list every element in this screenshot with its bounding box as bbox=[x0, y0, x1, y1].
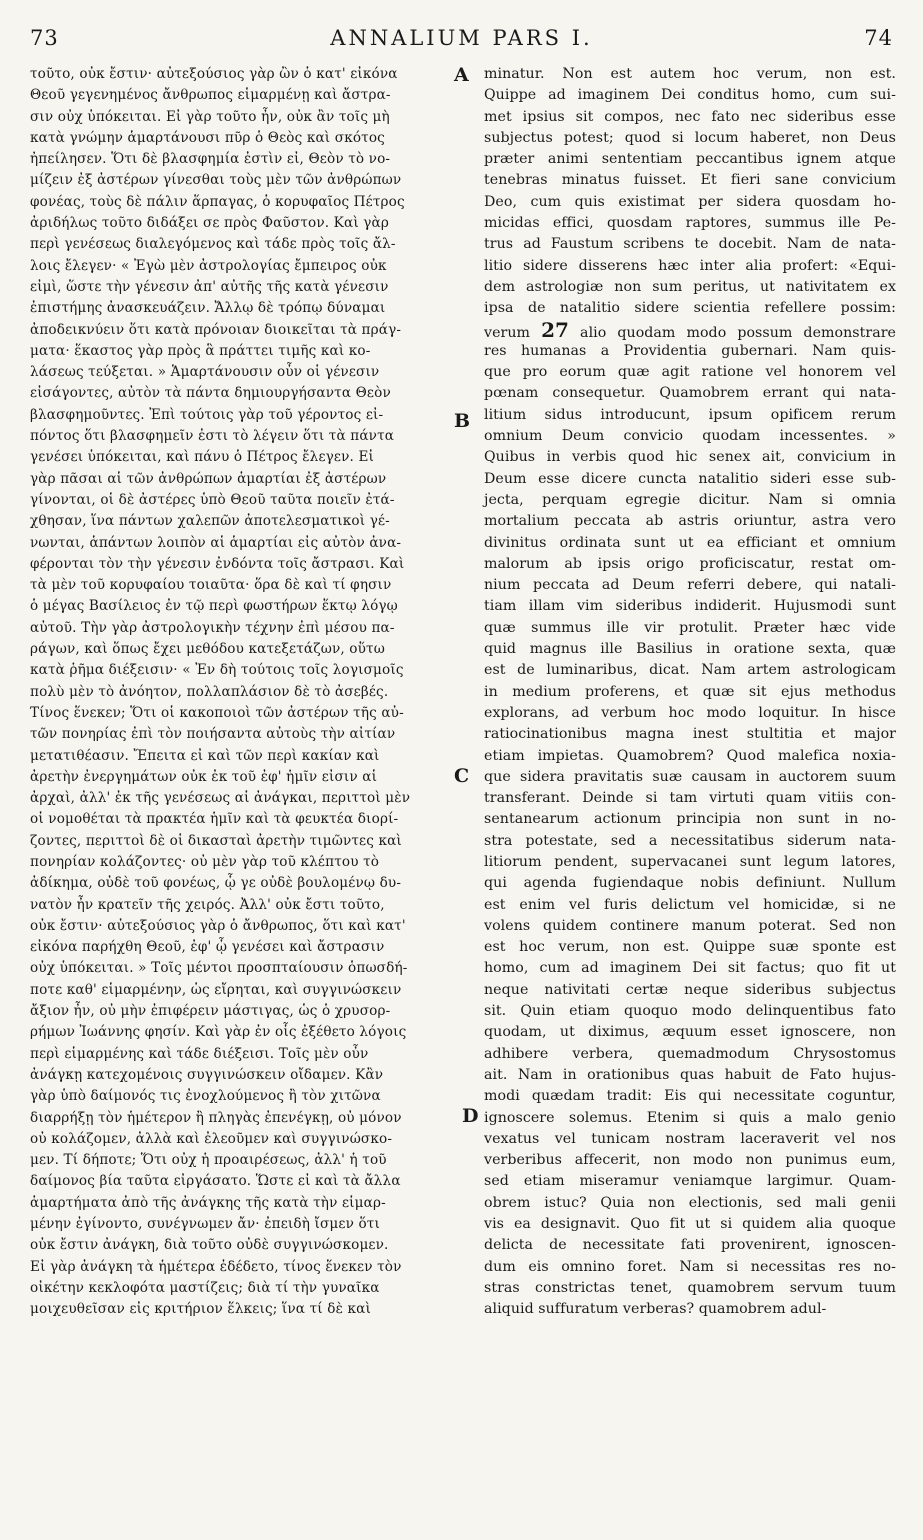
text-line: ait. Nam in orationibus quas habuit de Fato hujus- bbox=[484, 1066, 896, 1083]
text-line: Εἰ γὰρ ἀνάγκη τὰ ἡμέτερα ἐδέδετο, τίνος ἕνεκεν τὸν bbox=[30, 1258, 402, 1275]
text-line: οἱ νομοθέται τὰ πρακτέα ἡμῖν καὶ τὰ φευκτέα διορί- bbox=[30, 811, 399, 828]
text-line: divinitus ordinata sunt ut ea efficiant et omnium bbox=[484, 534, 896, 551]
text-line: νωνται, ἁπάντων λοιπὸν αἱ ἁμαρτίαι εἰς αὐτὸν ἀνα- bbox=[30, 534, 402, 551]
text-line: ἐπιστήμης ἀνασκευάζειν. Ἄλλῳ δὲ τρόπῳ δύναμαι bbox=[30, 300, 386, 317]
text-line: χθησαν, ἵνα πάντων χαλεπῶν ἀποτελεσματικοὶ γέ- bbox=[30, 513, 390, 530]
text-line: διαρρήξῃ τὸν ἡμέτερον ἢ πληγὰς ἐπενέγκῃ, οὐ μόνον bbox=[30, 1109, 402, 1126]
text-line: τοῦτο, οὐκ ἔστιν· αὐτεξούσιος γὰρ ὢν ὁ κατ' εἰκόνα bbox=[30, 66, 398, 82]
text-line: γίνονται, οἱ δὲ ἀστέρες ὑπὸ Θεοῦ ταῦτα ποιεῖν ἐτά- bbox=[30, 491, 395, 508]
text-line: ἀρετὴν ἐνεργημάτων οὐκ ἐκ τοῦ ἐφ' ἡμῖν εἰσιν αἱ bbox=[30, 768, 378, 785]
text-line: modi quædam tradit: Eis qui necessitate coguntur, bbox=[484, 1088, 896, 1105]
text-line: quæ summus ille vir protulit. Præter hæc vide bbox=[484, 619, 896, 636]
text-line: πολὺ μὲν τὸ ἀνόητον, πολλαπλάσιον δὲ τὸ ἀσεβές. bbox=[30, 683, 389, 700]
left-page-number: 73 bbox=[30, 26, 59, 50]
text-line: verberibus affecerit, non modo non punimus eum, bbox=[484, 1152, 896, 1169]
text-line: περὶ γενέσεως διαλεγόμενος καὶ τάδε πρὸς τοῖς ἄλ- bbox=[30, 236, 396, 253]
text-line: φονέας, τοὺς δὲ πάλιν ἅρπαγας, ὁ κορυφαῖος Πέτρος bbox=[30, 193, 405, 210]
text-line: κατὰ γνώμην ἁμαρτάνουσι πῦρ ὁ Θεὸς καὶ σκότος bbox=[30, 129, 385, 146]
text-line: pœnam consequetur. Quamobrem errant qui nata- bbox=[484, 385, 896, 402]
text-line: οὐκ ἔστιν· αὐτεξούσιος γὰρ ὁ ἄνθρωπος, ὅτι καὶ κατ' bbox=[30, 917, 406, 934]
text-line: malorum ab ipsis origo proficiscatur, restat om- bbox=[484, 555, 896, 572]
text-line: γενέσει ὑπόκειται, καὶ πάνυ ὁ Πέτρος ἔλεγεν. Εἰ bbox=[30, 449, 375, 466]
text-line: ἀρχαὶ, ἀλλ' ἐκ τῆς γενέσεως αἱ ἀνάγκαι, περιττοὶ μὲν bbox=[30, 790, 411, 807]
text-line: trus ad Faustum scribens te docebit. Nam de nata- bbox=[484, 236, 896, 253]
text-line: mortalium peccata ab astris oriuntur, astra vero bbox=[484, 513, 896, 530]
text-line: εἰμὶ, ὥστε τὴν γένεσιν ἀπ' αὐτῆς τῆς κατὰ γένεσιν bbox=[30, 278, 389, 295]
text-line: εἰκόνα παρήχθη Θεοῦ, ἐφ' ᾧ γενέσει καὶ ἄστρασιν bbox=[30, 939, 385, 956]
text-line: que pro eorum quæ agit ratione vel honorem vel bbox=[484, 364, 896, 381]
text-line: ὁ μέγας Βασίλειος ἐν τῷ περὶ φωστήρων ἕκτῳ λόγῳ bbox=[30, 598, 398, 615]
text-line: met ipsius sit compos, nec fato nec sideribus esse bbox=[484, 108, 896, 125]
text-line: οὐ κολάζομεν, ἀλλὰ καὶ ἐλεοῦμεν καὶ συγγινώσκο- bbox=[30, 1130, 393, 1147]
text-line: dem astrologiæ non sum peritus, ut nativitatem ex bbox=[484, 278, 896, 295]
text-line: Quibus in verbis quod hic senex ait, convicium in bbox=[484, 449, 896, 466]
text-line: Deum esse dicere cuncta natalitio sideri esse sub- bbox=[484, 470, 896, 487]
text-line: quodam, ut diximus, æquum esset ignoscere, non bbox=[484, 1024, 896, 1041]
text-line: οἰκέτην κεκλοφότα μαστίζεις; διὰ τί τὴν γυναῖκα bbox=[30, 1279, 380, 1296]
greek-text-column bbox=[30, 64, 471, 1321]
text-line: ἀδίκημα, οὐδὲ τοῦ φονέως, ᾧ γε οὐδὲ βουλομένῳ δυ- bbox=[30, 875, 402, 892]
text-line: litiorum pendent, supervacanei sunt legum latores, bbox=[484, 853, 896, 870]
text-line: qui agenda fugiendaque nobis definiunt. Nullum bbox=[484, 875, 896, 892]
text-line: ἀνάγκῃ κατεχομένοις συγγινώσκειν οἴδαμεν. Κἂν bbox=[30, 1066, 384, 1083]
text-line: tenebras minatus fuisset. Et fieri sane convicium bbox=[484, 172, 896, 189]
text-line: αὐτοῦ. Τὴν γὰρ ἀστρολογικὴν τέχνην ἐπὶ μέσου πα- bbox=[30, 619, 395, 636]
running-header bbox=[30, 26, 893, 60]
text-line: ἁμαρτήματα ἀπὸ τῆς ἀνάγκης τῆς κατὰ τὴν εἱμαρ- bbox=[30, 1194, 386, 1211]
text-line: nium peccata ad Deum referri debere, qui natali- bbox=[484, 577, 896, 594]
text-line: ignoscere solemus. Etenim si quis a malo genio bbox=[484, 1109, 896, 1126]
margin-letter-d: D bbox=[462, 1105, 479, 1127]
text-line: in medium proferens, et quæ sit ejus methodus bbox=[484, 683, 896, 700]
text-line: volens quidem continere manum poterat. Sed non bbox=[484, 917, 896, 934]
text-line: ratiocinationibus magna inest stultitia et major bbox=[484, 726, 896, 743]
latin-text-column bbox=[484, 64, 896, 1321]
text-line: μετατιθέασιν. Ἔπειτα εἰ καὶ τῶν περὶ κακίαν καὶ bbox=[30, 747, 380, 764]
text-line: homo, cum ad imaginem Dei sit factus; quo fit ut bbox=[484, 960, 896, 977]
inline-page-number: 27 bbox=[541, 317, 570, 342]
text-line: micidas effici, quosdam raptores, summus ille Pe- bbox=[484, 215, 896, 232]
text-segment: alio quodam modo possum demonstrare bbox=[569, 324, 896, 341]
text-line: neque nativitati certæ neque sideribus subjectus bbox=[484, 981, 896, 998]
text-line: δαίμονος βία ταῦτα εἰργάσατο. Ὥστε εἰ καὶ τὰ ἄλλα bbox=[30, 1173, 401, 1190]
text-line: Τίνος ἕνεκεν; Ὅτι οἱ κακοποιοὶ τῶν ἀστέρων τῆς αὐ- bbox=[30, 704, 404, 721]
text-line: est hoc verum, non est. Quippe suæ sponte est bbox=[484, 939, 896, 956]
text-line: que sidera pravitatis suæ causam in auctorem suum bbox=[484, 768, 896, 785]
text-line: transferant. Deinde si tam virtuti quam vitiis con- bbox=[484, 790, 896, 807]
text-line: sentanearum actionum principia non sunt in no- bbox=[484, 811, 896, 828]
text-line: μοιχευθεῖσαν εἰς κριτήριον ἕλκεις; ἵνα τί δὲ καὶ bbox=[30, 1301, 371, 1318]
text-line: omnium Deum convicio quodam incessentes. » bbox=[484, 428, 896, 445]
text-line: aliquid suffuratum verberas? quamobrem adul- bbox=[484, 1301, 827, 1318]
text-line: stras constrictas tenet, quamobrem servum tuum bbox=[484, 1279, 896, 1296]
text-line: τῶν πονηρίας ἐπὶ τὸν ποιήσαντα αὐτοὺς τὴν αἰτίαν bbox=[30, 726, 396, 743]
text-line: vis ea designavit. Quo fit ut si quidem alia quoque bbox=[484, 1216, 896, 1233]
text-line: etiam impietas. Quamobrem? Quod malefica noxia- bbox=[484, 747, 896, 764]
text-line: adhibere verbera, quemadmodum Chrysostomus bbox=[484, 1045, 896, 1062]
text-line: res humanas a Providentia gubernari. Nam quis- bbox=[484, 342, 896, 359]
text-line: est de luminaribus, dicat. Nam artem astrologicam bbox=[484, 662, 896, 679]
text-line: οὐχ ὑπόκειται. » Τοῖς μέντοι προσπταίουσιν ὁπωσδή- bbox=[30, 960, 408, 977]
text-line: litium sidus introducunt, ipsum opificem rerum bbox=[484, 406, 896, 423]
text-line: φέρονται τὸν τὴν γένεσιν ἐνδόντα τοῖς ἄστρασι. Καὶ bbox=[30, 555, 405, 572]
text-line: πόντος ὅτι βλασφημεῖν ἐστι τὸ λέγειν ὅτι τὰ πάντα bbox=[30, 428, 395, 445]
text-line: κατὰ ῥῆμα διέξεισιν· « Ἐν δὴ τούτοις τοῖς λογισμοῖς bbox=[30, 662, 404, 679]
text-line: περὶ εἱμαρμένης καὶ τάδε διέξεισι. Τοῖς μὲν οὖν bbox=[30, 1045, 369, 1062]
text-line: πονηρίαν κολάζοντες· οὐ μὲν γὰρ τοῦ κλέπτου τὸ bbox=[30, 853, 380, 870]
text-line: dum eis omnino foret. Nam si necessitas res no- bbox=[484, 1258, 896, 1275]
text-line: Deo, cum quis existimat per sidera quosdam ho- bbox=[484, 193, 896, 210]
text-line: quid magnus ille Basilius in oratione sexta, quæ bbox=[484, 641, 896, 658]
text-line: subjectus potest; quod si locum haberet, non Deus bbox=[484, 129, 896, 146]
text-line: λοις ἔλεγεν· « Ἐγὼ μὲν ἀστρολογίας ἔμπειρος οὐκ bbox=[30, 257, 387, 274]
text-line: γὰρ ὑπὸ δαίμονός τις ἐνοχλούμενος ἢ τὸν χιτῶνα bbox=[30, 1088, 381, 1105]
text-line: jecta, perquam egregie dicitur. Nam si omnia bbox=[484, 491, 896, 508]
text-line: præter animi sententiam peccantibus ignem atque bbox=[484, 151, 896, 168]
text-line: οὐκ ἔστιν ἀνάγκη, διὰ τοῦτο οὐδὲ συγγινώσκομεν. bbox=[30, 1237, 389, 1254]
text-line: explorans, ad verbum hoc modo loquitur. In hisce bbox=[484, 704, 896, 721]
text-line: νατὸν ἦν κρατεῖν τῆς χειρός. Ἀλλ' οὐκ ἔστι τοῦτο, bbox=[30, 896, 385, 913]
text-line: litio sidere disserens hæc inter alia profert: «Equi- bbox=[484, 257, 896, 274]
text-line: ζοντες, περιττοὶ δὲ οἱ δικασταὶ ἀρετὴν τιμῶντες καὶ bbox=[30, 832, 402, 849]
text-line: ματα· ἕκαστος γὰρ πρὸς ἃ πράττει τιμῆς καὶ κο- bbox=[30, 342, 371, 359]
text-line: ρήμων Ἰωάννης φησίν. Καὶ γὰρ ἐν οἷς ἐξέθετο λόγοις bbox=[30, 1024, 407, 1041]
text-line: ἠπείλησεν. Ὅτι δὲ βλασφημία ἐστὶν εἰ, Θεὸν τὸ νο- bbox=[30, 151, 391, 168]
margin-letter-c: C bbox=[454, 765, 470, 787]
text-segment: verum bbox=[484, 324, 542, 341]
text-line: ipsa de natalitio sidere scientia refellere possim: bbox=[484, 300, 896, 317]
margin-letter-a: A bbox=[454, 64, 469, 86]
right-page-number: 74 bbox=[864, 26, 893, 50]
text-line: tiam illam vim sideribus indiderit. Hujusmodi sunt bbox=[484, 598, 896, 615]
text-line: obrem istuc? Quia non electionis, sed mali genii bbox=[484, 1194, 896, 1211]
text-line: vexatus vel tunicam nostram laceraverit vel nos bbox=[484, 1130, 896, 1147]
text-line: minatur. Non est autem hoc verum, non est. bbox=[484, 66, 896, 82]
text-line: ράγων, καὶ ὅπως ἔχει μεθόδου κατεξετάζων, οὕτω bbox=[30, 641, 385, 658]
text-line: Quippe ad imaginem Dei conditus homo, cum sui- bbox=[484, 87, 896, 104]
text-line: λάσεως τεύξεται. » Ἁμαρτάνουσιν οὖν οἱ γένεσιν bbox=[30, 364, 380, 381]
text-line bbox=[484, 317, 896, 342]
text-line: μένην ἐγίνοντο, συνέγνωμεν ἄν· ἐπειδὴ ἴσμεν ὅτι bbox=[30, 1216, 380, 1233]
text-line: τὰ μὲν τοῦ κορυφαίου τοιαῦτα· ὅρα δὲ καὶ τί φησιν bbox=[30, 577, 392, 594]
text-line: delicta de necessitate fati provenirent, ignoscen- bbox=[484, 1237, 896, 1254]
text-line: sit. Quin etiam quoquo modo delinquentibus fato bbox=[484, 1003, 896, 1020]
text-line: ἀποδεικνύειν ὅτι κατὰ πρόνοιαν διοικεῖται τὰ πράγ- bbox=[30, 321, 402, 338]
text-line: μεν. Τί δήποτε; Ὅτι οὐχ ἡ προαιρέσεως, ἀλλ' ἡ τοῦ bbox=[30, 1152, 387, 1169]
text-line: βλασφημοῦντες. Ἐπὶ τούτοις γὰρ τοῦ γέροντος εἰ- bbox=[30, 406, 384, 423]
text-line: εἰσάγοντες, αὐτὸν τὰ πάντα δημιουργήσαντα Θεὸν bbox=[30, 385, 391, 402]
text-line: sed etiam miseramur veniamque largimur. Quam- bbox=[484, 1173, 896, 1190]
text-line: σιν οὐχ ὑπόκειται. Εἰ γὰρ τοῦτο ἦν, οὐκ ἂν τοῖς μὴ bbox=[30, 108, 390, 125]
text-line: stra potestate, sed a necessitatibus siderum nata- bbox=[484, 832, 896, 849]
text-line: Θεοῦ γεγενημένος ἄνθρωπος εἱμαρμένῃ καὶ ἄστρα- bbox=[30, 87, 391, 104]
text-line: ἄξιον ἦν, οὐ μὴν ἐπιφέρειν μάστιγας, ὡς ὁ χρυσορ- bbox=[30, 1003, 391, 1020]
text-line: ἀριδήλως τοῦτο διδάξει σε πρὸς Φαῦστον. Καὶ γὰρ bbox=[30, 215, 390, 232]
text-line: μίζειν ἐξ ἀστέρων γίνεσθαι τοὺς μὲν τῶν ἀνθρώπων bbox=[30, 172, 402, 189]
text-line: γὰρ πᾶσαι αἱ τῶν ἀνθρώπων ἁμαρτίαι ἐξ ἀστέρων bbox=[30, 470, 387, 487]
running-title: ANNALIUM PARS I. bbox=[330, 26, 593, 50]
text-line: ποτε καθ' εἱμαρμένην, ὡς εἴρηται, καὶ συγγινώσκειν bbox=[30, 981, 402, 998]
margin-letter-b: B bbox=[454, 410, 471, 432]
text-line: est enim vel furis delictum vel homicidæ, si ne bbox=[484, 896, 896, 913]
